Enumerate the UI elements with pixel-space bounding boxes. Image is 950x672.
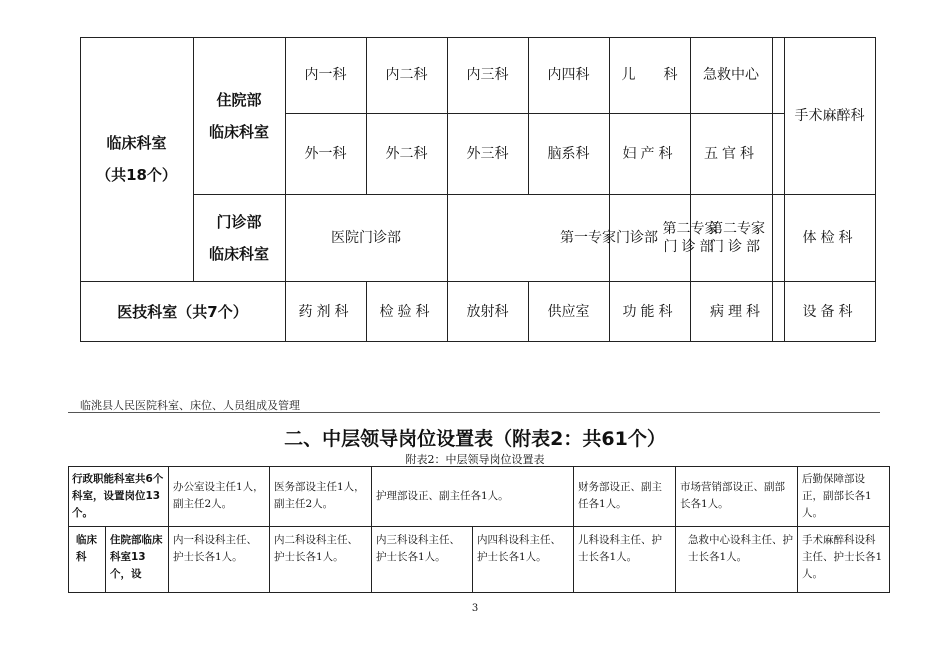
dept-cell: 内二科 <box>385 67 428 83</box>
clinical-dept-title: 临床科室 <box>106 134 167 152</box>
table-border <box>875 37 876 342</box>
dept-cell: 急救中心 <box>703 67 759 83</box>
page-number: 3 <box>471 603 479 614</box>
second-expert-line2: 门诊部 <box>710 238 764 255</box>
inpatient-label-line2: 临床科室 <box>208 122 269 141</box>
leadership-table <box>68 466 890 593</box>
position-cell: 儿科设科主任、护士长各1人。 <box>578 534 662 563</box>
position-cell: 医务部设主任1人，副主任2人。 <box>274 481 365 510</box>
section-title: 二、中层领导岗位设置表（附表2：共61个） <box>284 428 666 450</box>
header-rule <box>68 412 880 413</box>
dept-cell: 儿 科 <box>621 67 678 83</box>
outpatient-label-line2: 临床科室 <box>208 244 269 263</box>
dept-cell: 外一科 <box>304 145 347 162</box>
dept-cell: 内一科 <box>304 67 347 83</box>
position-cell: 办公室设主任1人，副主任2人。 <box>173 481 264 510</box>
position-cell: 内四科设科主任、护士长各1人。 <box>477 534 561 563</box>
inpatient-label <box>193 37 285 194</box>
clinical-sub-label: 住院部临床科室13个，设 <box>110 534 163 580</box>
outpatient-label <box>193 194 285 281</box>
clinical-dept-label <box>80 37 193 281</box>
dept-cell-second-expert <box>690 194 784 281</box>
position-cell: 内二科设科主任、护士长各1人。 <box>274 534 358 563</box>
dept-cell: 供应室 <box>547 303 590 320</box>
dept-cell: 药剂科 <box>298 303 353 320</box>
position-cell: 护理部设正、副主任各1人。 <box>376 489 509 502</box>
position-cell: 市场营销部设正、副部长各1人。 <box>680 481 785 510</box>
running-header: 临洮县人民医院科室、床位、人员组成及管理 <box>80 399 300 412</box>
dept-cell: 外二科 <box>385 145 428 162</box>
dept-cell: 内四科 <box>547 67 590 83</box>
dept-cell: 外三科 <box>466 145 509 162</box>
dept-cell: 检验科 <box>379 303 434 320</box>
dept-cell: 妇产科 <box>622 145 677 162</box>
dept-cell: 病理科 <box>710 303 764 320</box>
clinical-label: 临床科 <box>76 534 97 563</box>
position-cell: 内一科设科主任、护士长各1人。 <box>173 534 257 563</box>
dept-cell: 内三科 <box>466 67 509 83</box>
outpatient-label-line1: 门诊部 <box>216 212 262 231</box>
medtech-label: 医技科室（共7个） <box>117 302 248 321</box>
second-expert-line1: 第二专家 <box>662 220 719 237</box>
dept-cell: 放射科 <box>466 303 509 320</box>
table-border <box>68 592 890 593</box>
department-table <box>80 37 876 342</box>
position-cell: 后勤保障部设正，副部长各1人。 <box>802 472 872 519</box>
dept-cell: 体检科 <box>802 229 857 246</box>
position-cell: 急救中心设科主任、护士长各1人。 <box>688 534 793 563</box>
table-caption: 附表2：中层领导岗位设置表 <box>405 453 545 466</box>
table-border <box>889 466 890 593</box>
dept-cell: 第一专家门诊部 <box>560 229 658 246</box>
clinical-dept-count: （共18个） <box>96 166 177 184</box>
inpatient-label-line1: 住院部 <box>216 90 262 109</box>
second-expert-line1: 第二专家 <box>709 220 765 237</box>
position-cell: 手术麻醉科设科主任、护士长各1人。 <box>802 534 883 580</box>
position-cell: 财务部设正、副主任各1人。 <box>578 481 662 510</box>
dept-cell: 医院门诊部 <box>331 229 401 246</box>
dept-cell: 五官科 <box>704 145 758 162</box>
dept-cell-surgery: 手术麻醉科 <box>794 107 865 124</box>
dept-cell: 脑系科 <box>547 145 590 162</box>
second-expert-line2: 门诊部 <box>663 238 718 255</box>
position-cell: 内三科设科主任、护士长各1人。 <box>376 534 460 563</box>
dept-cell: 功能科 <box>622 303 677 320</box>
dept-cell: 设备科 <box>802 303 857 320</box>
admin-label: 行政职能科室共6个科室，设置岗位13个。 <box>72 472 164 519</box>
